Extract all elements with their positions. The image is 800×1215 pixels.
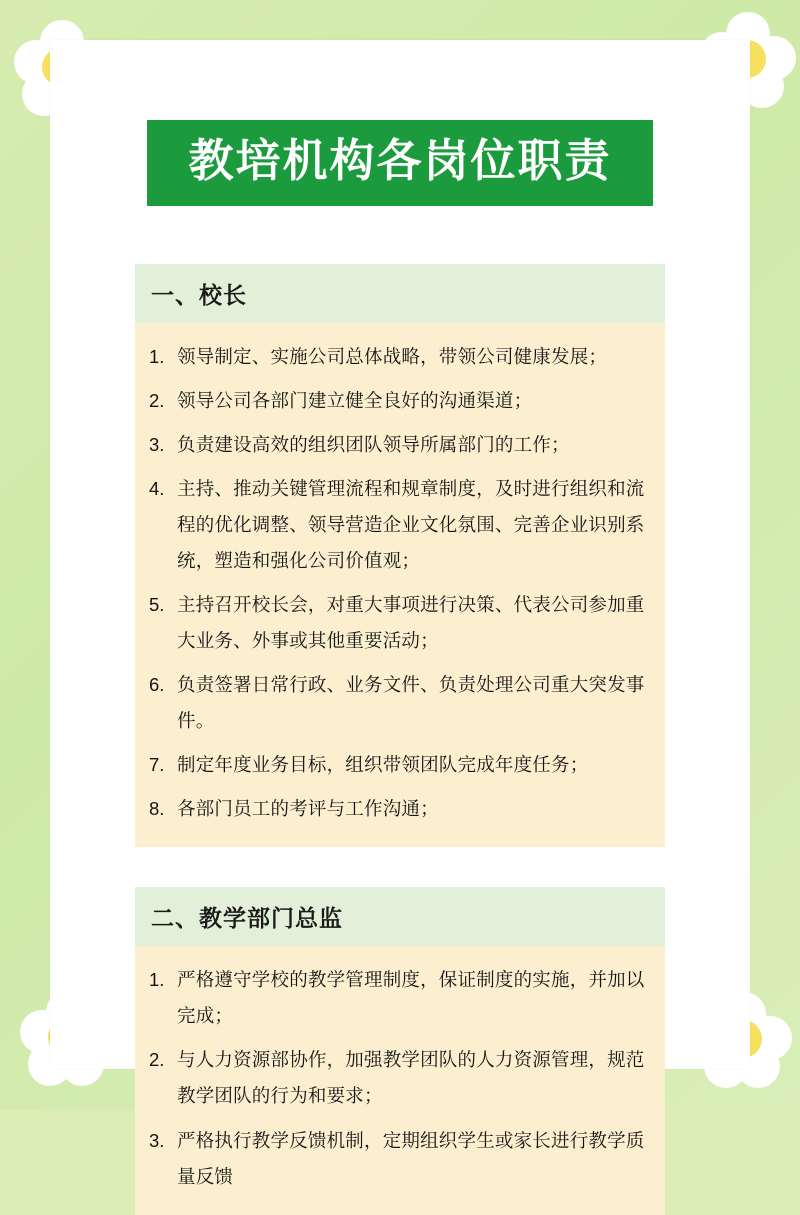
list-item	[149, 467, 647, 583]
document-page	[50, 40, 750, 1187]
list-item-number: 7.	[149, 754, 165, 776]
list-item-number: 5.	[149, 593, 165, 615]
list-item	[149, 335, 647, 379]
section-teaching-director	[135, 887, 665, 1214]
list-item-number: 4.	[149, 477, 165, 499]
duty-list	[149, 958, 647, 1198]
list-item	[149, 423, 647, 467]
list-item	[149, 663, 647, 743]
section-heading: 一、校长	[135, 264, 665, 323]
list-item	[149, 1038, 647, 1118]
list-item-number: 2.	[149, 1049, 165, 1071]
list-item-text: 主持、推动关键管理流程和规章制度，及时进行组织和流程的优化调整、领导营造企业文化氛围、完善企业识别系统，塑造和强化公司价值观；	[177, 477, 645, 571]
list-item-text: 严格遵守学校的教学管理制度，保证制度的实施，并加以完成；	[177, 969, 645, 1027]
section-body	[135, 946, 665, 1214]
section-body	[135, 323, 665, 848]
list-item-text: 领导制定、实施公司总体战略，带领公司健康发展；	[177, 345, 608, 367]
list-item-number: 1.	[149, 345, 165, 367]
list-item	[149, 787, 647, 831]
list-item-number: 2.	[149, 389, 165, 411]
list-item	[149, 583, 647, 663]
list-item-number: 6.	[149, 674, 165, 695]
list-item-number: 3.	[149, 433, 165, 455]
page-title: 教培机构各岗位职责	[147, 120, 653, 206]
list-item-number: 3.	[149, 1129, 165, 1151]
list-item-text: 负责签署日常行政、业务文件、负责处理公司重大突发事件。	[177, 674, 645, 732]
list-item	[149, 958, 647, 1038]
document-content	[135, 120, 665, 1187]
list-item-text: 负责建设高效的组织团队领导所属部门的工作；	[177, 433, 570, 455]
list-item-text: 各部门员工的考评与工作沟通；	[177, 798, 439, 820]
duty-list	[149, 335, 647, 832]
list-item-text: 与人力资源部协作，加强教学团队的人力资源管理，规范教学团队的行为和要求；	[177, 1049, 645, 1107]
list-item	[149, 743, 647, 787]
list-item-number: 8.	[149, 798, 165, 820]
list-item-text: 领导公司各部门建立健全良好的沟通渠道；	[177, 389, 533, 411]
list-item-text: 主持召开校长会，对重大事项进行决策、代表公司参加重大业务、外事或其他重要活动；	[177, 593, 645, 651]
section-principal	[135, 264, 665, 848]
section-heading: 二、教学部门总监	[135, 887, 665, 946]
list-item	[149, 379, 647, 423]
list-item-text: 严格执行教学反馈机制，定期组织学生或家长进行教学质量反馈	[177, 1129, 645, 1187]
list-item-number: 1.	[149, 969, 165, 991]
list-item	[149, 1119, 647, 1199]
list-item-text: 制定年度业务目标，组织带领团队完成年度任务；	[177, 754, 589, 776]
